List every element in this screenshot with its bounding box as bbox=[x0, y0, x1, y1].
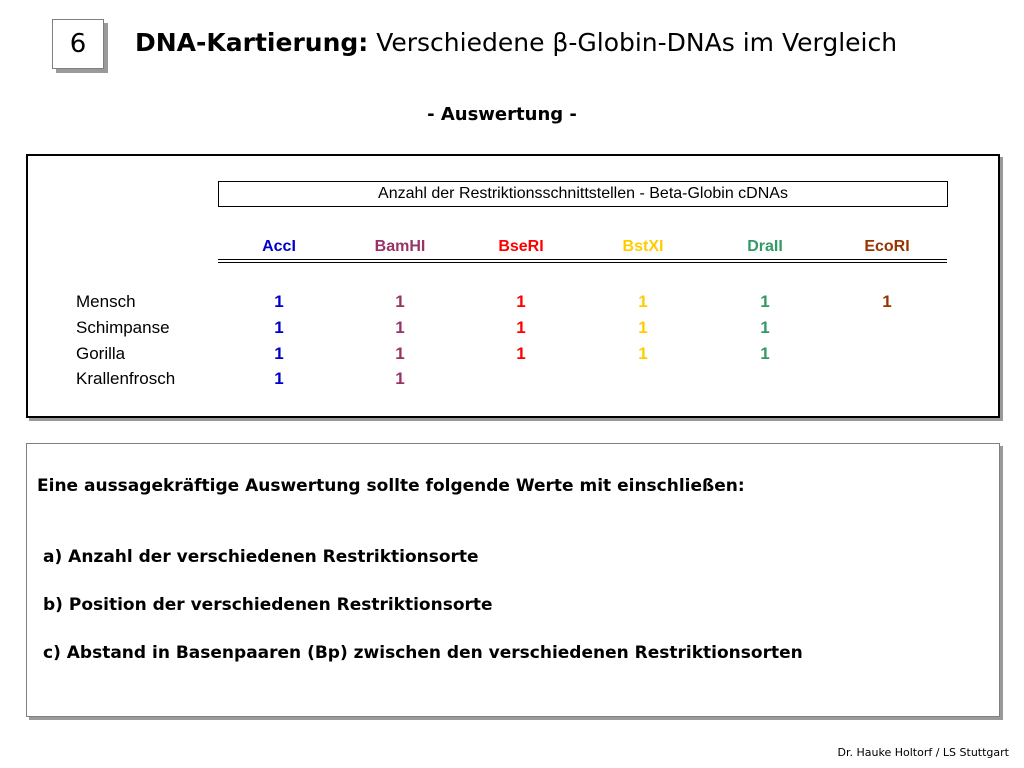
table-cell: 1 bbox=[395, 369, 405, 388]
table-cell: 1 bbox=[638, 318, 648, 337]
info-item-b: b) Position der verschiedenen Restriktionsorte bbox=[43, 595, 493, 615]
table-cell: 1 bbox=[760, 318, 770, 337]
table-cell: 1 bbox=[395, 344, 405, 363]
table-cell: 1 bbox=[760, 292, 770, 311]
table-cell: 1 bbox=[274, 292, 284, 311]
row-label-schimpanse: Schimpanse bbox=[76, 318, 170, 337]
table-header: Anzahl der Restriktionsschnittstellen - Beta-Globin cDNAs bbox=[218, 181, 948, 207]
row-label-mensch: Mensch bbox=[76, 292, 136, 311]
info-item-c: c) Abstand in Basenpaaren (Bp) zwischen den verschiedenen Restriktionsorten bbox=[43, 643, 803, 663]
table-cell: 1 bbox=[516, 292, 526, 311]
title-rest: Verschiedene β-Globin-DNAs im Vergleich bbox=[368, 28, 898, 57]
info-item-a: a) Anzahl der verschiedenen Restriktionsorte bbox=[43, 547, 479, 567]
table-cell: 1 bbox=[638, 292, 648, 311]
table-cell: 1 bbox=[516, 318, 526, 337]
table-cell: 1 bbox=[274, 369, 284, 388]
col-header-draii: DraII bbox=[747, 238, 783, 255]
col-header-bstxi: BstXI bbox=[622, 238, 664, 255]
table-cell: 1 bbox=[516, 344, 526, 363]
table-cell: 1 bbox=[274, 344, 284, 363]
slide-number: 6 bbox=[52, 19, 104, 69]
table-cell: 1 bbox=[638, 344, 648, 363]
col-header-ecori: EcoRI bbox=[864, 238, 910, 255]
col-header-bamhi: BamHI bbox=[374, 238, 426, 255]
col-header-acci: AccI bbox=[262, 238, 296, 255]
header-double-rule bbox=[218, 259, 947, 263]
title-bold: DNA-Kartierung: bbox=[135, 28, 369, 57]
table-cell: 1 bbox=[274, 318, 284, 337]
table-cell: 1 bbox=[395, 292, 405, 311]
restriction-table bbox=[26, 154, 1000, 418]
table-cell: 1 bbox=[882, 292, 892, 311]
footer-credit: Dr. Hauke Holtorf / LS Stuttgart bbox=[837, 746, 1009, 759]
table-cell: 1 bbox=[395, 318, 405, 337]
slide-subtitle: - Auswertung - bbox=[427, 104, 577, 125]
info-intro: Eine aussagekräftige Auswertung sollte folgende Werte mit einschließen: bbox=[37, 476, 745, 496]
evaluation-info-box bbox=[26, 443, 1000, 717]
col-header-bseri: BseRI bbox=[498, 238, 544, 255]
table-cell: 1 bbox=[760, 344, 770, 363]
row-label-krallenfrosch: Krallenfrosch bbox=[76, 369, 176, 388]
row-label-gorilla: Gorilla bbox=[76, 344, 126, 363]
slide-title bbox=[135, 27, 897, 59]
